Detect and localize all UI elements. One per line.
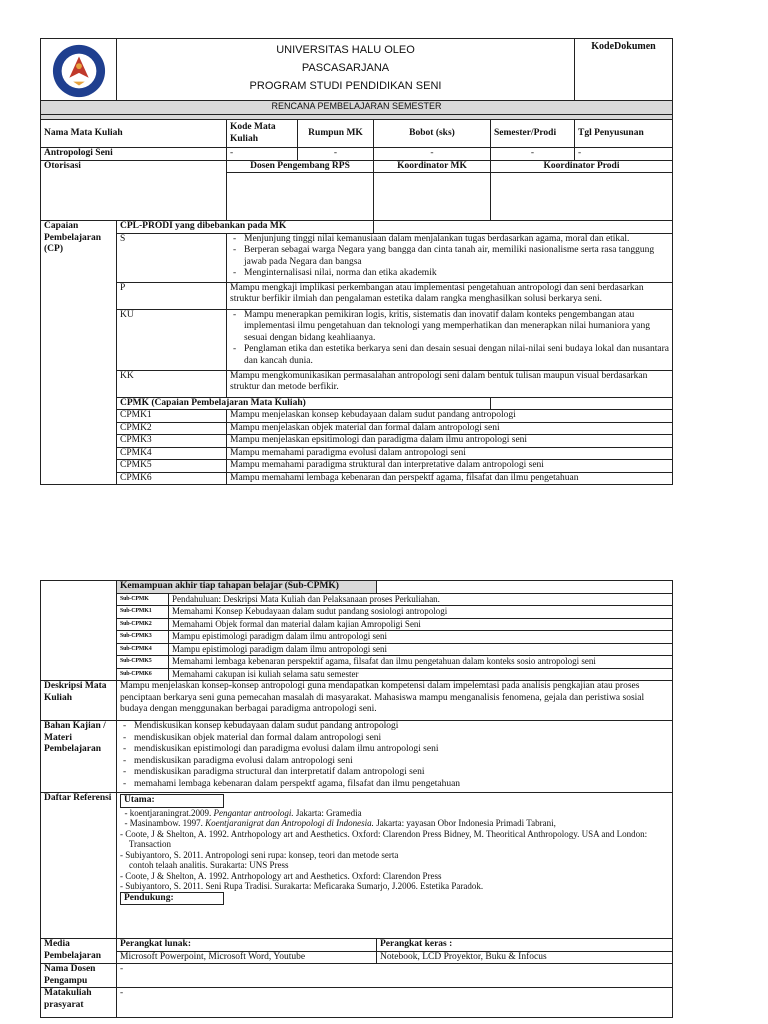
sub-cpmk-text: Pendahuluan: Deskripsi Mata Kuliah dan Pelaksanaan proses Perkuliahan. xyxy=(169,593,673,606)
list-item: - mendiskusikan paradigma evolusi dalam antropologi seni xyxy=(120,756,669,768)
list-item: - Berperan sebagai warga Negara yang bangga dan cinta tanah air, memiliki nasionalisme serta rasa tanggung jawab pada Negara dan bangsa xyxy=(230,245,669,268)
label-semester: Semester/Prodi xyxy=(491,120,575,148)
description-text: Mampu menjelaskan konsep-konsep antropologi guna mendapatkan kompetensi dalam impelemtasi pada analisis pengkajian atau proses penciptaan berkarya seni guna pemecahan masalah di masyarakat. Mahasiswa mampu menganalisis fenomena, gejala dan peristiwa sosial budaya dengan menggunakan berbagai paradigma antropologi seni. xyxy=(117,681,673,721)
rps-title: RENCANA PEMBELAJARAN SEMESTER xyxy=(41,101,673,115)
cp-label: Capaian Pembelajaran (CP) xyxy=(41,221,117,485)
institution-heading xyxy=(117,39,575,101)
credits-value: - xyxy=(374,148,491,161)
hardware-value: Notebook, LCD Proyektor, Buku & Infocus xyxy=(377,951,673,964)
sub-cpmk-code: Sub-CPMK2 xyxy=(117,618,169,631)
software-value: Microsoft Powerpoint, Microsoft Word, Youtube xyxy=(117,951,377,964)
logo-cell xyxy=(41,39,117,101)
list-item: - mendiskusikan objek material dan formal dalam antropologi seni xyxy=(120,733,669,745)
description-label: Deskripsi Mata Kuliah xyxy=(41,681,117,721)
cpl-code-p: P xyxy=(117,282,227,309)
cpl-code-ku: KU xyxy=(117,309,227,370)
cpmk-code: CPMK1 xyxy=(117,410,227,423)
references-label: Daftar Referensi xyxy=(41,793,117,939)
list-item: - Menjunjung tinggi nilai kemanusiaan dalam menjalankan tugas berdasarkan agama, moral dan etikal. xyxy=(230,234,669,246)
rps-detail-table xyxy=(40,580,673,1018)
rps-header-table xyxy=(40,38,673,485)
cpmk-text: Mampu menjelaskan objek material dan formal dalam antropologi seni xyxy=(227,422,673,435)
course-code-value: - xyxy=(227,148,298,161)
sub-cpmk-code: Sub-CPMK xyxy=(117,593,169,606)
program-coordinator-signature xyxy=(491,173,673,221)
program-coordinator-label: Koordinator Prodi xyxy=(491,160,673,173)
coordinator-label: Koordinator MK xyxy=(374,160,491,173)
software-label: Perangkat lunak: xyxy=(117,939,377,952)
reference-line: - koentjaraningrat.2009. Pengantar antroologi. Jakarta: Gramedia xyxy=(120,807,362,818)
cpmk-text: Mampu menjelaskan konsep kebudayaan dalam sudut pandang antropologi xyxy=(227,410,673,423)
reference-line: - Coote, J & Shelton, A. 1992. Antrhopology art and Aesthetics. Oxford: Clarendon Press xyxy=(120,870,442,881)
cluster-value: - xyxy=(298,148,374,161)
cpl-text-ku xyxy=(227,309,673,370)
sub-cpmk-code: Sub-CPMK3 xyxy=(117,631,169,644)
course-name-value: Antropologi Seni xyxy=(41,148,227,161)
sub-cpmk-text: Memahami Objek formal dan material dalam kajian Amropoligi Seni xyxy=(169,618,673,631)
developer-label: Dosen Pengembang RPS xyxy=(227,160,374,173)
cpl-code-kk: KK xyxy=(117,370,227,397)
lecturer-label: Nama Dosen Pengampu xyxy=(41,964,117,988)
sub-cpmk-text: Memahami Konsep Kebudayaan dalam sudut pandang sosiologi antropologi xyxy=(169,606,673,619)
cpmk-code: CPMK4 xyxy=(117,447,227,460)
label-date: Tgl Penyusunan xyxy=(575,120,673,148)
materials-label: Bahan Kajian / Materi Pembelajaran xyxy=(41,721,117,793)
sub-cpmk-label-cell xyxy=(41,581,117,681)
program-name: PROGRAM STUDI PENDIDIKAN SENI xyxy=(249,80,442,92)
label-course-name: Nama Mata Kuliah xyxy=(41,120,227,148)
cpmk-text: Mampu memahami lembaga kebenaran dan perspektf agama, filsafat dan ilmu pengetahuan xyxy=(227,472,673,485)
cpmk-code: CPMK2 xyxy=(117,422,227,435)
cpmk-header-filler xyxy=(491,397,673,410)
coordinator-signature xyxy=(374,173,491,221)
cpmk-code: CPMK5 xyxy=(117,460,227,473)
cpmk-code: CPMK6 xyxy=(117,472,227,485)
cpl-text-kk: Mampu mengkomunikasikan permasalahan antropologi seni dalam bentuk tulisan maupun visual berdasarkan struktur dan metode berfikir. xyxy=(227,370,673,397)
hardware-label: Perangkat keras : xyxy=(377,939,673,952)
reference-line: - Subiyantoro, S. 2011. Seni Rupa Tradisi. Surakarta: Meficaraka Sumarjo, J.2006. Estetika Paradok. xyxy=(120,881,484,891)
sub-cpmk-text: Mampu epistimologi paradigm dalam ilmu antropologi seni xyxy=(169,643,673,656)
sub-cpmk-text: Memahami lembaga kebenaran perspektif agama, filsafat dan ilmu pengetahuan dalam konteks sosio antropologi seni xyxy=(169,656,673,669)
list-item: - Mampu menerapkan pemikiran logis, kritis, sistematis dan inovatif dalam konteks pengembangan atau implementasi ilmu pengetahuan dan teknologi yang memperhatikan dan menerapkan nilai humaniora yang sesuai dengan bidang keahliaanya. xyxy=(230,310,669,345)
sub-cpmk-code: Sub-CPMK5 xyxy=(117,656,169,669)
media-label: Media Pembelajaran xyxy=(41,939,117,964)
list-item: - mendiskusikan paradigma structural dan interpretatif dalam antropologi seni xyxy=(120,767,669,779)
reference-line: contoh telaah analitis. Surakarta: UNS Press xyxy=(120,860,289,870)
cpl-text-p: Mampu mengkaji implikasi perkembangan atau implementasi pengetahuan antropologi dan seni berdasarkan struktur berfikir ilmiah dan pengalaman estetika dalam rangka menghasilkan solusi berkarya seni. xyxy=(227,282,673,309)
developer-signature xyxy=(227,173,374,221)
list-item: - memahami lembaga kebenaran dalam perspektf agama, filsafat dan ilmu pengetahuan xyxy=(120,779,669,791)
sub-cpmk-code: Sub-CPMK6 xyxy=(117,668,169,681)
materials-list xyxy=(117,721,673,793)
prerequisite-label: Matakuliah prasyarat xyxy=(41,988,117,1018)
cpl-code-s: S xyxy=(117,233,227,282)
list-item: - Mendiskusikan konsep kebudayaan dalam sudut pandang antropologi xyxy=(120,721,669,733)
sub-cpmk-code: Sub-CPMK1 xyxy=(117,606,169,619)
references-support-label: Pendukung: xyxy=(120,892,224,906)
cpl-text-s xyxy=(227,233,673,282)
cpmk-text: Mampu menjelaskan epsitimologi dan paradigma dalam ilmu antropologi seni xyxy=(227,435,673,448)
cpmk-header: CPMK (Capaian Pembelajaran Mata Kuliah) xyxy=(117,397,491,410)
sub-cpmk-text: Mampu epistimologi paradigm dalam ilmu antropologi seni xyxy=(169,631,673,644)
label-cluster: Rumpun MK xyxy=(298,120,374,148)
university-seal-icon xyxy=(50,43,108,99)
cpmk-text: Mampu memahami paradigma evolusi dalam antropologi seni xyxy=(227,447,673,460)
university-name: UNIVERSITAS HALU OLEO xyxy=(276,44,415,56)
authorization-label: Otorisasi xyxy=(41,160,227,221)
faculty-name: PASCASARJANA xyxy=(301,62,390,74)
label-credits: Bobot (sks) xyxy=(374,120,491,148)
label-course-code: Kode Mata Kuliah xyxy=(227,120,298,148)
sub-cpmk-header: Kemampuan akhir tiap tahapan belajar (Sub-CPMK) xyxy=(117,581,377,594)
reference-line: - Coote, J & Shelton, A. 1992. Antrhopology art and Aesthetics. Oxford: Clarendon Press Bidney, M. Theoritical Anthropology. USA and London: xyxy=(120,828,648,839)
prerequisite-value: - xyxy=(117,988,673,1018)
list-item: - mendiskusikan epistimologi dan paradigma evolusi dalam ilmu antropologi seni xyxy=(120,744,669,756)
cpmk-code: CPMK3 xyxy=(117,435,227,448)
reference-line: - Masinambow. 1997. Koentjaranigrat dan Antropologi di Indonesia. Jakarta: yayasan Obor Indonesia Primadi Tabrani, xyxy=(120,818,556,828)
list-item: - Penglaman etika dan estetika berkarya seni dan desain sesuai dengan nilai-nilai seni budaya lokal dan nusantara dan kancah dunia. xyxy=(230,344,669,367)
date-value: - xyxy=(575,148,673,161)
references-main-label: Utama: xyxy=(120,794,224,808)
cpl-header: CPL-PRODI yang dibebankan pada MK xyxy=(117,221,374,234)
sub-cpmk-text: Memahami cakupan isi kuliah selama satu semester xyxy=(169,668,673,681)
sub-cpmk-code: Sub-CPMK4 xyxy=(117,643,169,656)
doc-code-label: KodeDokumen xyxy=(575,39,673,101)
cpl-header-filler xyxy=(374,221,673,234)
cpmk-text: Mampu memahami paradigma struktural dan interpretative dalam antropologi seni xyxy=(227,460,673,473)
reference-line: - Subiyantoro, S. 2011. Antropologi seni rupa: konsep, teori dan metode serta xyxy=(120,849,399,860)
semester-value: - xyxy=(491,148,575,161)
sub-cpmk-header-filler xyxy=(377,581,673,594)
references-body xyxy=(117,793,673,939)
reference-line: Transaction xyxy=(120,839,172,849)
list-item: - Menginternalisasi nilai, norma dan etika akademik xyxy=(230,268,669,280)
lecturer-value: - xyxy=(117,964,673,988)
